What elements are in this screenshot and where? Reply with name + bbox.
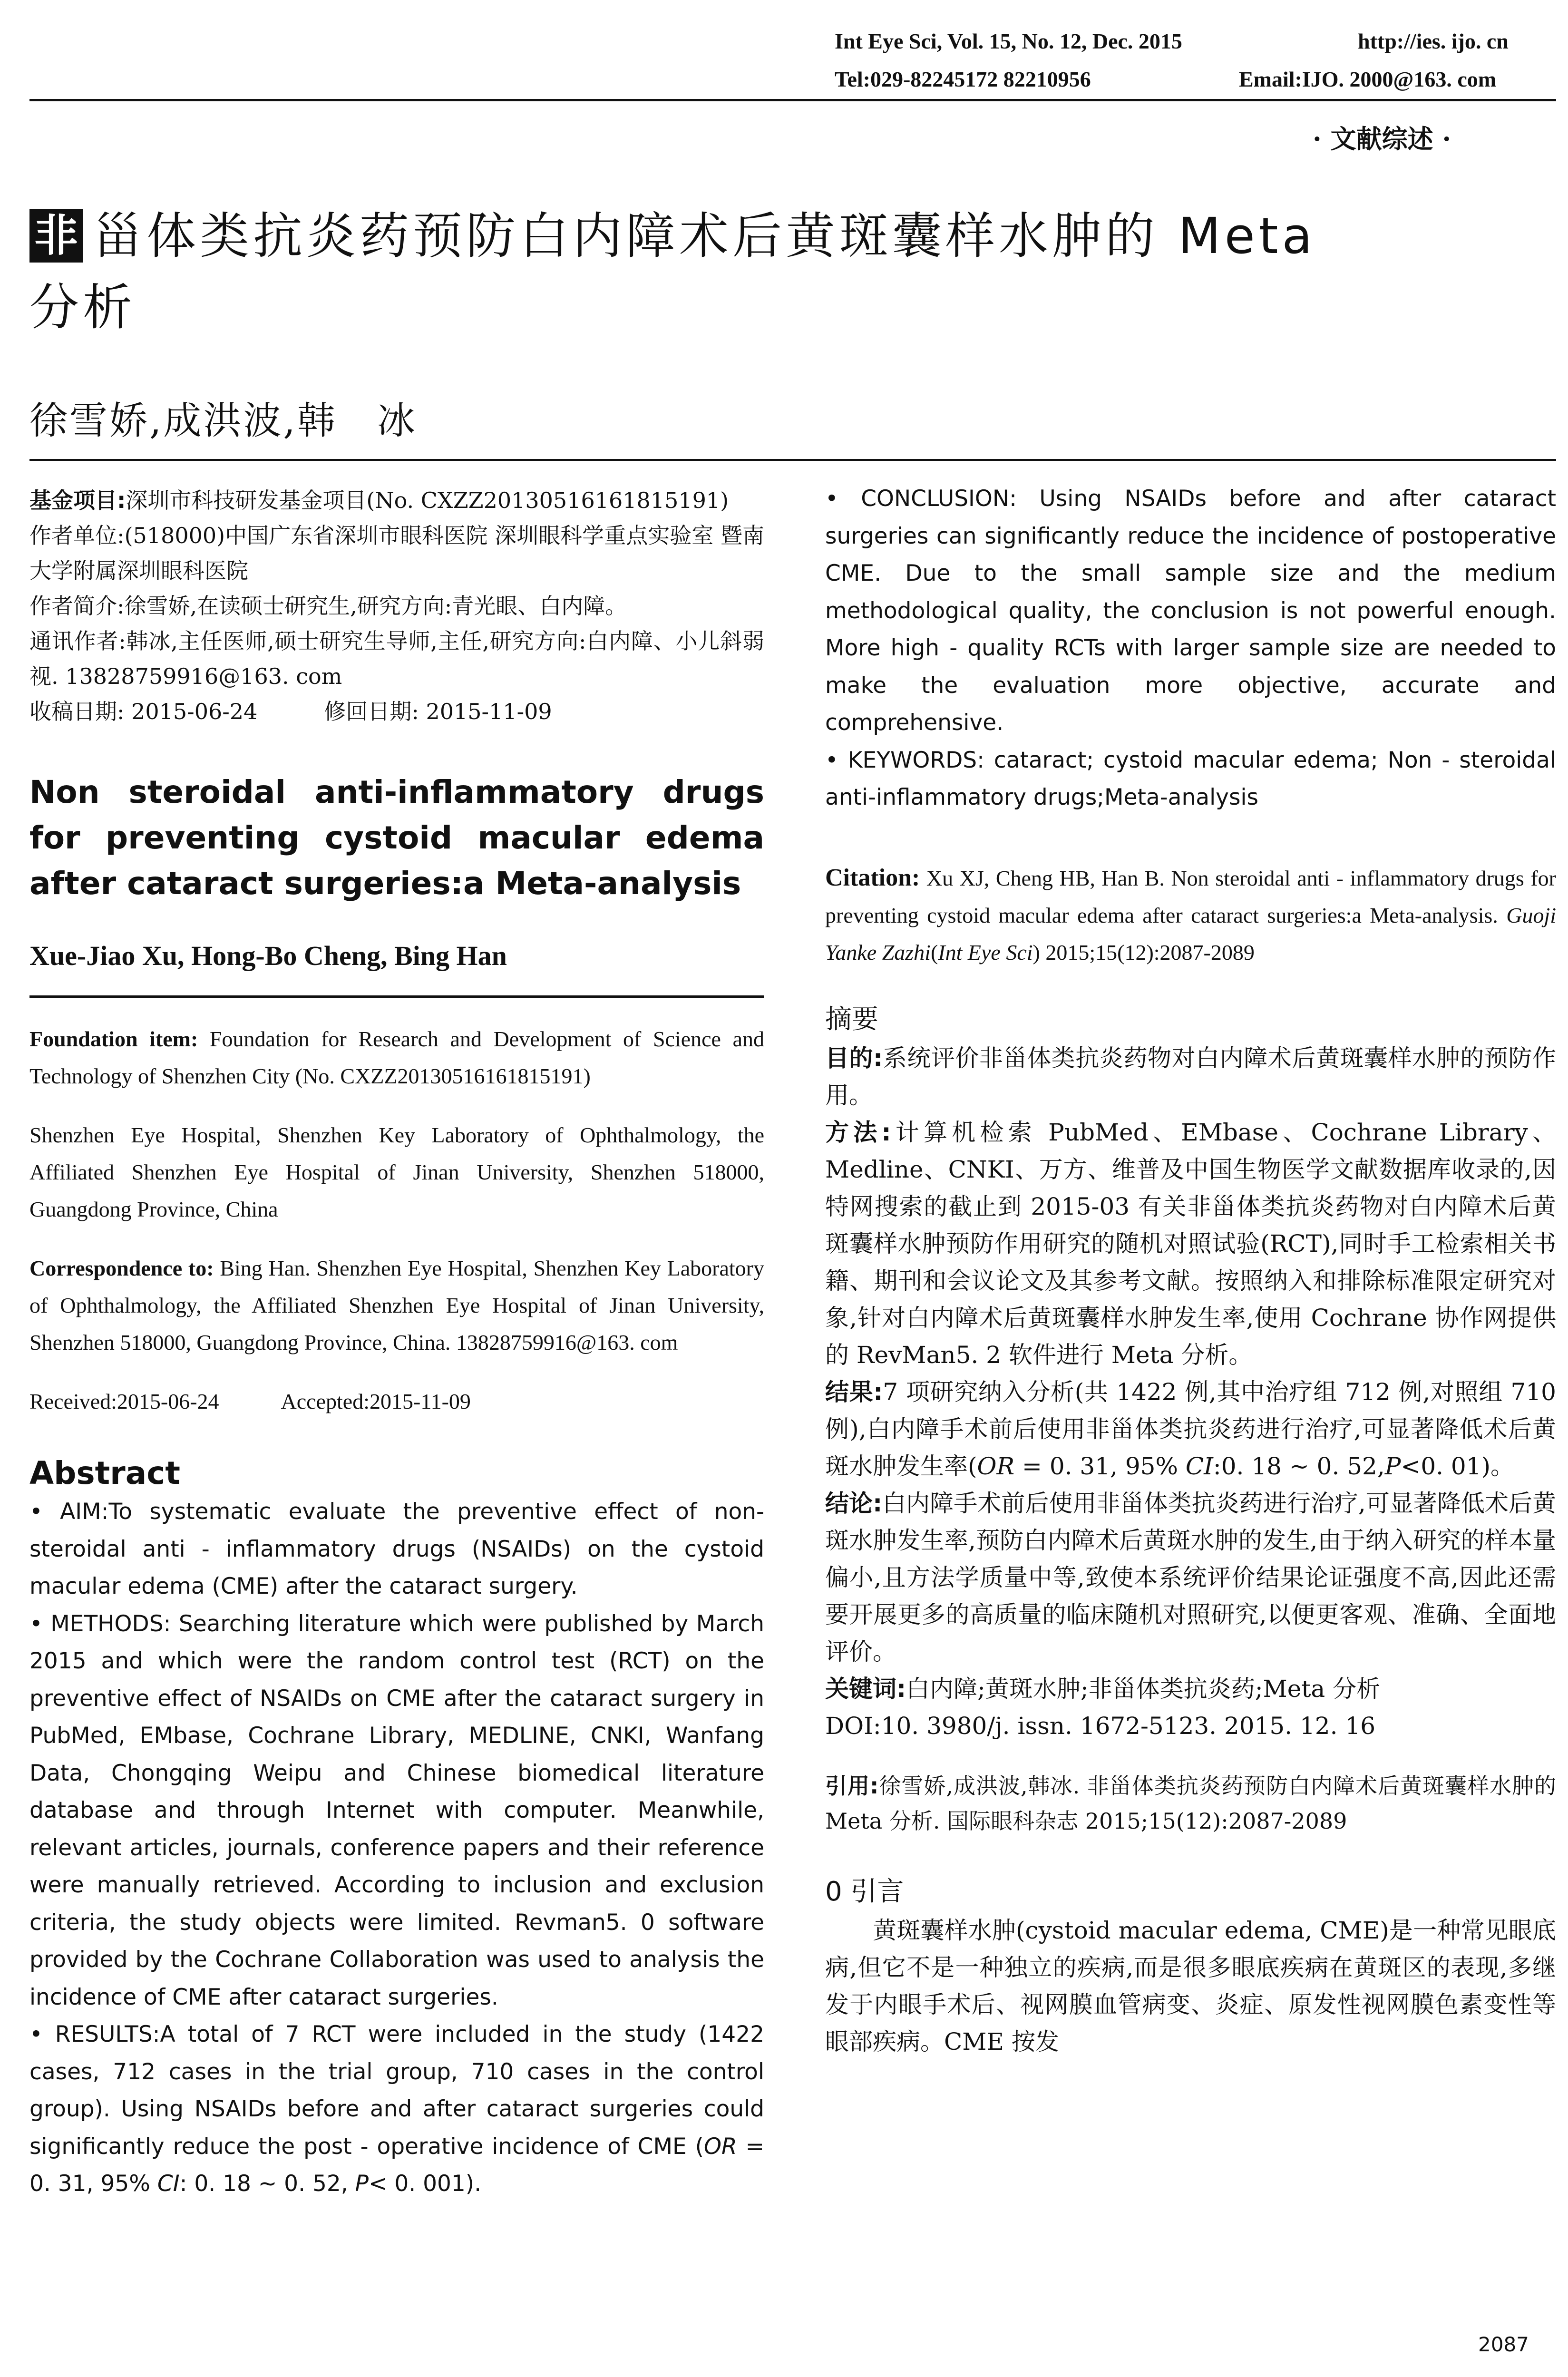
- right-column: [825, 480, 1556, 2060]
- author-bio: 作者简介:徐雪娇,在读硕士研究生,研究方向:青光眼、白内障。: [29, 593, 627, 619]
- header-rule: [29, 99, 1556, 101]
- journal-email: Email:IJO. 2000@163. com: [1239, 67, 1497, 91]
- page-title-line2: 分析: [29, 278, 136, 336]
- funding: 基金项目:深圳市科技研发基金项目(No. CXZZ20130516161815191): [29, 487, 729, 513]
- citation-en: Citation: Xu XJ, Cheng HB, Han B. Non steroidal anti - inflammatory drugs for preventing cystoid macular edema after cataract surgeries:a Meta-analysis. Guoji Yanke Zazhi(Int Eye Sci) 2015;15(12):2087-2089: [825, 864, 1556, 964]
- title-badge: 非: [29, 209, 83, 263]
- authors-cn: 徐雪娇,成洪波,韩 冰: [29, 399, 417, 443]
- abstract-method-cn: 方法:计算机检索 PubMed、EMbase、Cochrane Library、Medline、CNKI、万方、维普及中国生物医学文献数据库收录的,因特网搜索的截止到 2015-03 有关非甾体类抗炎药物对白内障术后黄斑囊样水肿预防作用研究的随机对照试验(RCT),同时手工检索相关书籍、期刊和会议论文及其参考文献。按照纳入和排除标准限定研究对象,针对白内障术后黄斑囊样水肿发生率,使用 Cochrane 协作网提供的 RevMan5. 2 软件进行 Meta 分析。: [825, 1118, 1557, 1369]
- english-rule: [29, 995, 764, 998]
- dates-cn: 收稿日期: 2015-06-24 修回日期: 2015-11-09: [29, 699, 552, 724]
- corresponding-cn: 通讯作者:韩冰,主任医师,硕士研究生导师,主任,研究方向:白内障、小儿斜弱视. 13828759916@163. com: [29, 628, 764, 689]
- abstract-heading: Abstract: [29, 1455, 180, 1491]
- section-label: · 文献综述 ·: [1313, 124, 1451, 154]
- dates-en: Received:2015-06-24 Accepted:2015-11-09: [29, 1389, 471, 1413]
- abstract-conclusion-cn: 结论:白内障手术前后使用非甾体类抗炎药进行治疗,可显著降低术后黄斑水肿发生率,预防白内障术后黄斑水肿的发生,由于纳入研究的样本量偏小,且方法学质量中等,致使本系统评价结果论证强度不高,因此还需要开展更多的高质量的临床随机对照研究,以便更客观、准确、全面地评价。: [825, 1489, 1556, 1666]
- correspondence-en: Correspondence to: Bing Han. Shenzhen Eye Hospital, Shenzhen Key Laboratory of Ophthalmology, the Affiliated Shenzhen Eye Hospital of Jinan University, Shenzhen 518000, Guangdong Province, China. 13828759916@163. com: [29, 1256, 765, 1354]
- affiliation-en: Shenzhen Eye Hospital, Shenzhen Key Laboratory of Ophthalmology, the Affiliated Shenzhen Eye Hospital of Jinan University, Shenzhen 518000, Guangdong Province, China: [29, 1123, 764, 1221]
- left-column: [29, 483, 764, 2203]
- keywords-cn: 关键词:白内障;黄斑水肿;非甾体类抗炎药;Meta 分析: [825, 1675, 1381, 1703]
- page-title: 甾体类抗炎药预防白内障术后黄斑囊样水肿的 Meta: [93, 207, 1316, 265]
- english-authors: Xue-Jiao Xu, Hong-Bo Cheng, Bing Han: [29, 940, 507, 971]
- citation-cn: 引用:徐雪娇,成洪波,韩冰. 非甾体类抗炎药预防白内障术后黄斑囊样水肿的 Meta 分析. 国际眼科杂志 2015;15(12):2087-2089: [825, 1773, 1556, 1834]
- abstract-methods: • METHODS: Searching literature which were published by March 2015 and which were the random control test (RCT) on the preventive effect of NSAIDs on CME after the cataract surgery in PubMed, EMbase, Cochrane Library, MEDLINE, CNKI, Wanfang Data, Chongqing Weipu and Chinese biomedical literature database and through Internet with computer. Meanwhile, relevant articles, journals, conference papers and their reference were manually retrieved. According to inclusion and exclusion criteria, the study objects were limited. Revman5. 0 software provided by the Cochrane Collaboration was used to analysis the incidence of CME after cataract surgeries.: [29, 1610, 764, 2010]
- abstract-results: • RESULTS:A total of 7 RCT were included in the study (1422 cases, 712 cases in the trial group, 710 cases in the control group). Using NSAIDs before and after cataract surgeries could significantly reduce the post - operative incidence of CME (OR = 0. 31, 95% CI: 0. 18 ~ 0. 52, P< 0. 001).: [29, 2021, 764, 2197]
- doi: DOI:10. 3980/j. issn. 1672-5123. 2015. 12. 16: [825, 1712, 1376, 1740]
- foundation-item: Foundation item: Foundation for Research and Development of Science and Technology of Shenzhen City (No. CXZZ20130516161815191): [29, 1027, 765, 1088]
- page-number: 2087: [1478, 2333, 1529, 2356]
- journal-url: http://ies. ijo. cn: [1358, 29, 1509, 53]
- chinese-abstract-heading: 摘要: [825, 1003, 878, 1035]
- english-title: Non steroidal anti-inflammatory drugs for preventing cystoid macular edema after cataract surgeries:a Meta-analysis: [29, 774, 764, 902]
- affiliation-cn: 作者单位:(518000)中国广东省深圳市眼科医院 深圳眼科学重点实验室 暨南大学附属深圳眼科医院: [29, 523, 764, 584]
- title-rule: [29, 459, 1556, 461]
- abstract-aim: • AIM:To systematic evaluate the preventive effect of non-steroidal anti - inflammatory drugs (NSAIDs) on the cystoid macular edema (CME) after the cataract surgery.: [29, 1499, 764, 1599]
- abstract-goal-cn: 目的:系统评价非甾体类抗炎药物对白内障术后黄斑囊样水肿的预防作用。: [825, 1044, 1557, 1109]
- journal-tel: Tel:029-82245172 82210956: [835, 67, 1091, 91]
- abstract-conclusion: • CONCLUSION: Using NSAIDs before and after cataract surgeries can significantly reduce the incidence of postoperative CME. Due to the small sample size and the medium methodological quality, the conclusion is not powerful enough. More high - quality RCTs with larger sample size are needed to make the evaluation more objective, accurate and comprehensive.: [825, 486, 1556, 736]
- introduction-text: 黄斑囊样水肿(cystoid macular edema, CME)是一种常见眼底病,但它不是一种独立的疾病,而是很多眼底疾病在黄斑区的表现,多继发于内眼手术后、视网膜血管病变、炎症、原发性视网膜色素变性等眼部疾病。CME 按发: [825, 1916, 1556, 2056]
- introduction-heading: 0 引言: [825, 1876, 904, 1907]
- journal-citation: Int Eye Sci, Vol. 15, No. 12, Dec. 2015: [835, 29, 1182, 53]
- abstract-result-cn: 结果:7 项研究纳入分析(共 1422 例,其中治疗组 712 例,对照组 710 例),白内障手术前后使用非甾体类抗炎药进行治疗,可显著降低术后黄斑水肿发生率(OR = 0. 31, 95% CI:0. 18 ~ 0. 52,P<0. 01)。: [825, 1378, 1556, 1480]
- abstract-keywords: • KEYWORDS: cataract; cystoid macular edema; Non - steroidal anti-inflammatory drugs;Meta-analysis: [825, 747, 1556, 810]
